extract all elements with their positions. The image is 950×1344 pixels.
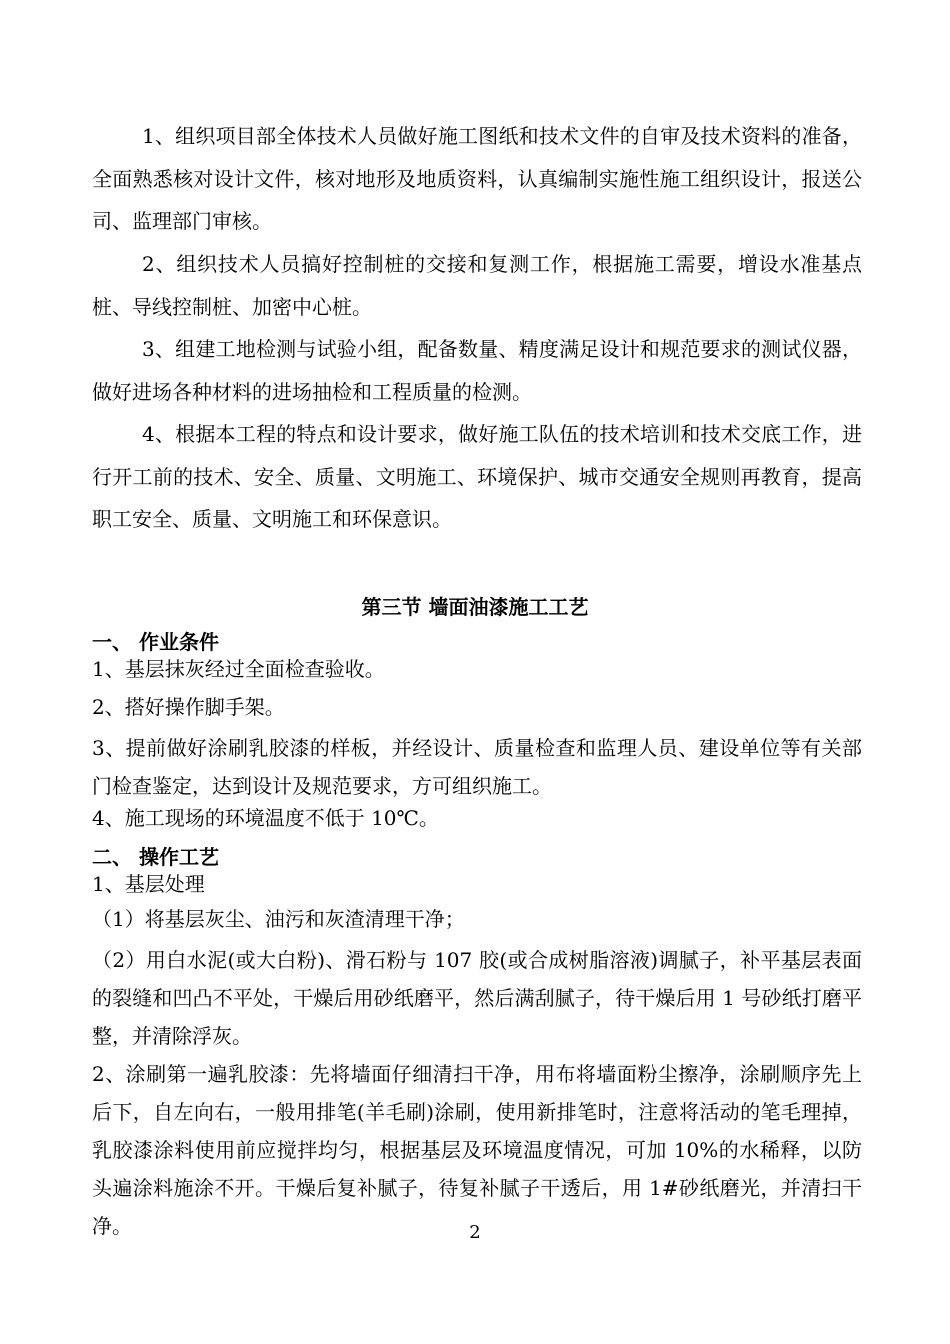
section2-sub-2: 2、涂刷第一遍乳胶漆：先将墙面仔细清扫干净，用布将墙面粉尘擦净，涂刷顺序先上后下，自左向右，一般用排笔(羊毛刷)涂刷，使用新排笔时，注意将活动的笔毛理掉，乳胶漆涂料使用前应搅拌均匀，根据基层及环境温度情况，可加 10%的水稀释，以防头遍涂料施涂不开。干燥后复补腻子，待复补腻子干透后，用 1#砂纸磨光，并清扫干净。 bbox=[92, 1062, 862, 1238]
section-title: 第三节 墙面油漆施工工艺 bbox=[361, 595, 589, 619]
section2-step-2: （2）用白水泥(或大白粉)、滑石粉与 107 胶(或合成树脂溶液)调腻子，补平基层表面的裂缝和凹凸不平处，干燥后用砂纸磨平，然后满刮腻子，待干燥后用 1 号砂纸打磨平整，并清除浮灰。 bbox=[92, 948, 862, 1048]
paragraph-2: 2、组织技术人员搞好控制桩的交接和复测工作，根据施工需要，增设水准基点桩、导线控制桩、加密中心桩。 bbox=[92, 252, 862, 319]
paragraph-3: 3、组建工地检测与试验小组，配备数量、精度满足设计和规范要求的测试仪器，做好进场各种材料的进场抽检和工程质量的检测。 bbox=[92, 337, 862, 404]
section1-heading: 一、 作业条件 bbox=[92, 630, 219, 654]
section2-step-1: （1）将基层灰尘、油污和灰渣清理干净； bbox=[92, 907, 465, 931]
section2-sub-1: 1、基层处理 bbox=[92, 872, 205, 896]
page-number: 2 bbox=[469, 1222, 481, 1243]
section1-item-2: 2、搭好操作脚手架。 bbox=[92, 695, 285, 719]
paragraph-4: 4、根据本工程的特点和设计要求，做好施工队伍的技术培训和技术交底工作，进行开工前的技术、安全、质量、文明施工、环境保护、城市交通安全规则再教育，提高职工安全、质量、文明施工和环保意识。 bbox=[92, 422, 862, 531]
section2-heading: 二、 操作工艺 bbox=[92, 845, 219, 869]
section1-item-1: 1、基层抹灰经过全面检查验收。 bbox=[92, 657, 385, 681]
section1-item-4: 4、施工现场的环境温度不低于 10℃。 bbox=[92, 806, 439, 830]
paragraph-1: 1、组织项目部全体技术人员做好施工图纸和技术文件的自审及技术资料的准备，全面熟悉核对设计文件，核对地形及地质资料，认真编制实施性施工组织设计，报送公司、监理部门审核。 bbox=[92, 124, 862, 233]
section1-item-3: 3、提前做好涂刷乳胶漆的样板，并经设计、质量检查和监理人员、建设单位等有关部门检查鉴定，达到设计及规范要求，方可组织施工。 bbox=[92, 736, 862, 798]
